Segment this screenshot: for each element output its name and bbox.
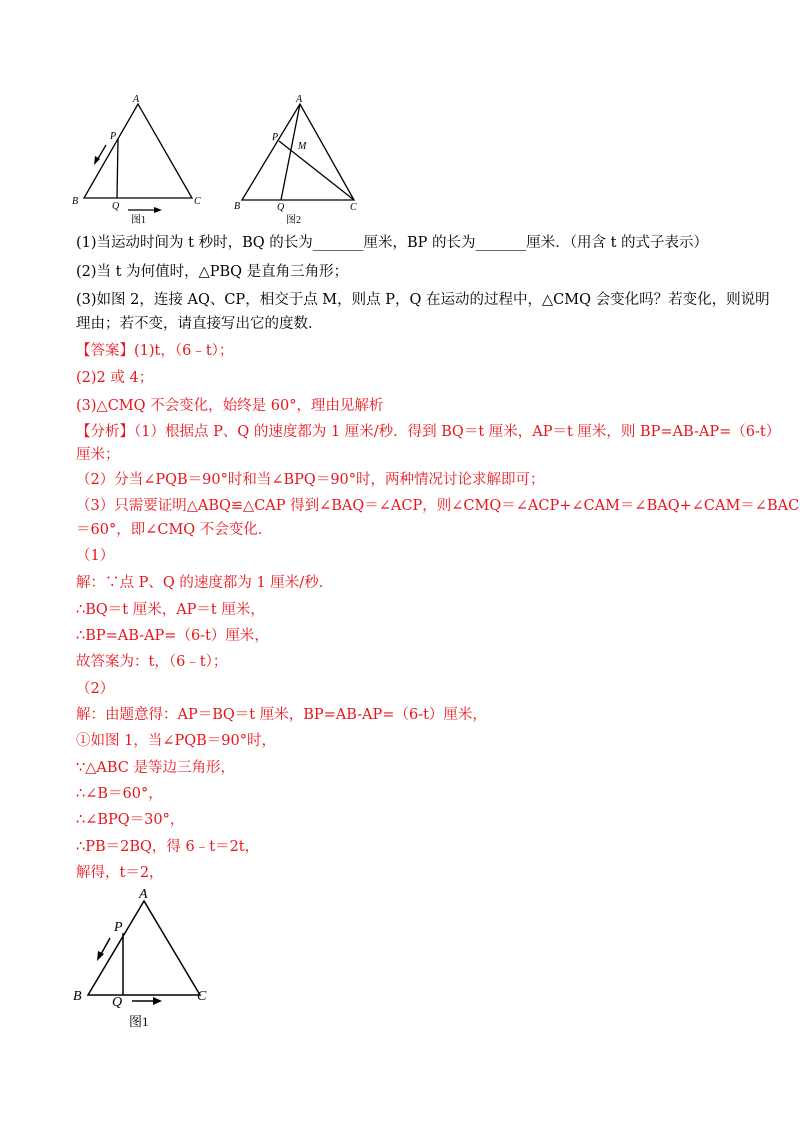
label-c: C <box>194 196 201 207</box>
triangle-abc <box>84 104 192 198</box>
analysis-line-1: 【分析】（1）根据点 P、Q 的速度都为 1 厘米/秒．得到 BQ＝t 厘米，AP＝t 厘米，则 BP=AB-AP=（6-t） <box>76 424 781 440</box>
analysis-line-2: 厘米； <box>76 447 120 463</box>
label-p-3: P <box>114 920 123 935</box>
label-a: A <box>133 94 140 105</box>
analysis-line-5: ＝60°，即∠CMQ 不会变化． <box>76 522 273 538</box>
label-q-3: Q <box>112 995 123 1010</box>
triangle-abc-2 <box>242 104 354 200</box>
arrow-head-p-3 <box>97 951 104 961</box>
solution-step-5: 解：由题意得：AP＝BQ＝t 厘米，BP=AB-AP=（6-t）厘米， <box>76 707 487 723</box>
label-c-3: C <box>197 989 207 1004</box>
figure-3-caption: 图1 <box>129 1014 149 1029</box>
label-q: Q <box>112 201 120 212</box>
question-3-line-1: (3)如图 2，连接 AQ、CP，相交于点 M，则点 P，Q 在运动的过程中，△CMQ 会变化吗？若变化，则说明 <box>76 292 770 308</box>
figure-3 <box>68 886 218 1036</box>
figure-1-caption: 图1 <box>131 215 146 226</box>
arrow-head-q-3 <box>153 997 162 1005</box>
label-p-2: P <box>272 132 279 143</box>
figure-1 <box>68 92 218 227</box>
figure-2-caption: 图2 <box>286 215 301 226</box>
segment-cp <box>279 141 354 200</box>
solution-step-3: ∴BP=AB-AP=（6-t）厘米， <box>76 628 269 644</box>
label-p: P <box>110 131 117 142</box>
solution-step-10: ∴PB＝2BQ，得 6﹣t＝2t， <box>76 839 260 855</box>
label-b: B <box>72 196 79 207</box>
question-2: (2)当 t 为何值时，△PBQ 是直角三角形； <box>76 264 349 280</box>
label-q-2: Q <box>277 202 285 213</box>
solution-part-1: （1） <box>76 548 115 564</box>
solution-step-1: 解：∵点 P、Q 的速度都为 1 厘米/秒． <box>76 575 334 591</box>
solution-step-8: ∴∠B＝60°， <box>76 786 163 802</box>
solution-step-11: 解得，t＝2， <box>76 865 164 881</box>
answer-1: 【答案】(1)t，（6﹣t）； <box>76 343 234 359</box>
label-c-2: C <box>350 202 357 213</box>
solution-step-7: ∵△ABC 是等边三角形， <box>76 760 235 776</box>
solution-step-9: ∴∠BPQ＝30°， <box>76 812 185 828</box>
question-1: (1)当运动时间为 t 秒时，BQ 的长为_______厘米，BP 的长为_______厘米．（用含 t 的式子表示） <box>76 235 709 251</box>
solution-part-2: （2） <box>76 681 115 697</box>
label-m-2: M <box>298 141 307 152</box>
label-a-3: A <box>139 887 148 902</box>
solution-step-4: 故答案为：t，（6﹣t）； <box>76 654 228 670</box>
label-b-3: B <box>73 989 82 1004</box>
answer-2: (2)2 或 4； <box>76 370 154 386</box>
segment-aq <box>281 104 300 200</box>
segment-pq <box>117 139 118 198</box>
solution-step-6: ①如图 1，当∠PQB＝90°时， <box>76 733 276 749</box>
analysis-line-4: （3）只需要证明△ABQ≌△CAP 得到∠BAQ＝∠ACP，则∠CMQ＝∠ACP+∠CAM＝∠BAQ+∠CAM＝∠BAC <box>76 498 800 514</box>
figure-2 <box>228 92 368 227</box>
analysis-line-3: （2）分当∠PQB＝90°时和当∠BPQ＝90°时，两种情况讨论求解即可； <box>76 472 545 488</box>
arrow-head-q <box>154 207 162 213</box>
solution-step-2: ∴BQ＝t 厘米，AP＝t 厘米， <box>76 602 265 618</box>
label-a-2: A <box>296 94 303 105</box>
answer-3: (3)△CMQ 不会变化，始终是 60°，理由见解析 <box>76 398 384 414</box>
question-3-line-2: 理由；若不变，请直接写出它的度数． <box>76 316 323 332</box>
label-b-2: B <box>234 201 241 212</box>
